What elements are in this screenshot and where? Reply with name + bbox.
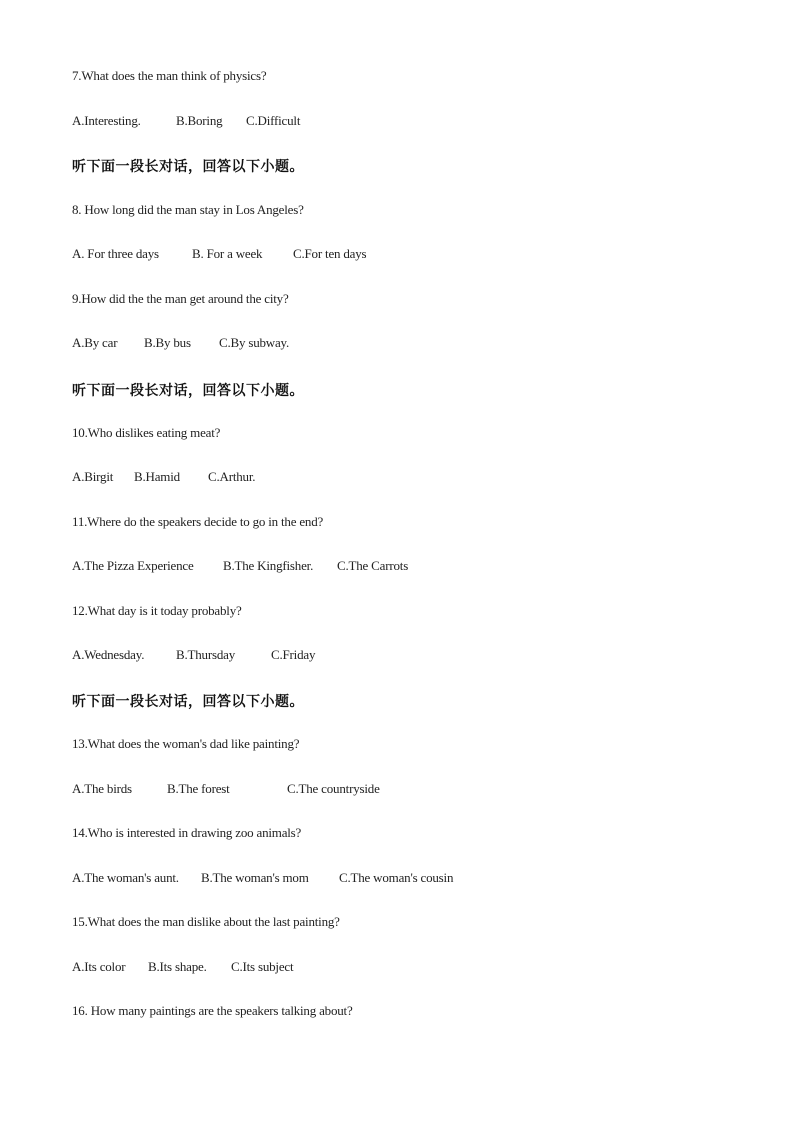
option-b: B.The Kingfisher. bbox=[223, 558, 314, 573]
question-12: 12.What day is it today probably? bbox=[72, 603, 242, 618]
option-a: A.The woman's aunt. bbox=[72, 870, 179, 885]
option-c: C.Friday bbox=[271, 647, 316, 662]
option-b: B.The forest bbox=[167, 781, 230, 796]
section-heading: 听下面一段长对话，回答以下小题。 bbox=[72, 159, 304, 175]
option-b: B.Hamid bbox=[134, 469, 180, 484]
option-a: A. For three days bbox=[72, 246, 159, 261]
section-heading: 听下面一段长对话，回答以下小题。 bbox=[72, 694, 304, 710]
question-11: 11.Where do the speakers decide to go in the end? bbox=[72, 514, 324, 529]
option-c: C.The countryside bbox=[287, 781, 380, 796]
question-16: 16. How many paintings are the speakers talking about? bbox=[72, 1003, 353, 1018]
section-heading: 听下面一段长对话，回答以下小题。 bbox=[72, 383, 304, 399]
option-c: C.Its subject bbox=[231, 959, 294, 974]
option-b: B.Its shape. bbox=[148, 959, 207, 974]
question-13: 13.What does the woman's dad like painting? bbox=[72, 736, 300, 751]
question-14: 14.Who is interested in drawing zoo animals? bbox=[72, 825, 302, 840]
option-b: B.Boring bbox=[176, 113, 223, 128]
option-a: A.Its color bbox=[72, 959, 126, 974]
option-a: A.The birds bbox=[72, 781, 132, 796]
option-b: B. For a week bbox=[192, 246, 263, 261]
option-c: C.The Carrots bbox=[337, 558, 409, 573]
option-a: A.Wednesday. bbox=[72, 647, 145, 662]
option-a: A.Birgit bbox=[72, 469, 114, 484]
option-c: C.Difficult bbox=[246, 113, 301, 128]
option-b: B.By bus bbox=[144, 335, 191, 350]
option-a: A.Interesting. bbox=[72, 113, 141, 128]
question-9: 9.How did the the man get around the city? bbox=[72, 291, 289, 306]
question-7: 7.What does the man think of physics? bbox=[72, 68, 267, 83]
question-10: 10.Who dislikes eating meat? bbox=[72, 425, 221, 440]
option-b: B.The woman's mom bbox=[201, 870, 309, 885]
option-c: C.The woman's cousin bbox=[339, 870, 454, 885]
option-b: B.Thursday bbox=[176, 647, 236, 662]
option-a: A.The Pizza Experience bbox=[72, 558, 194, 573]
option-a: A.By car bbox=[72, 335, 118, 350]
option-c: C.By subway. bbox=[219, 335, 290, 350]
option-c: C.Arthur. bbox=[208, 469, 256, 484]
question-15: 15.What does the man dislike about the last painting? bbox=[72, 914, 340, 929]
question-8: 8. How long did the man stay in Los Angeles? bbox=[72, 202, 304, 217]
option-c: C.For ten days bbox=[293, 246, 367, 261]
